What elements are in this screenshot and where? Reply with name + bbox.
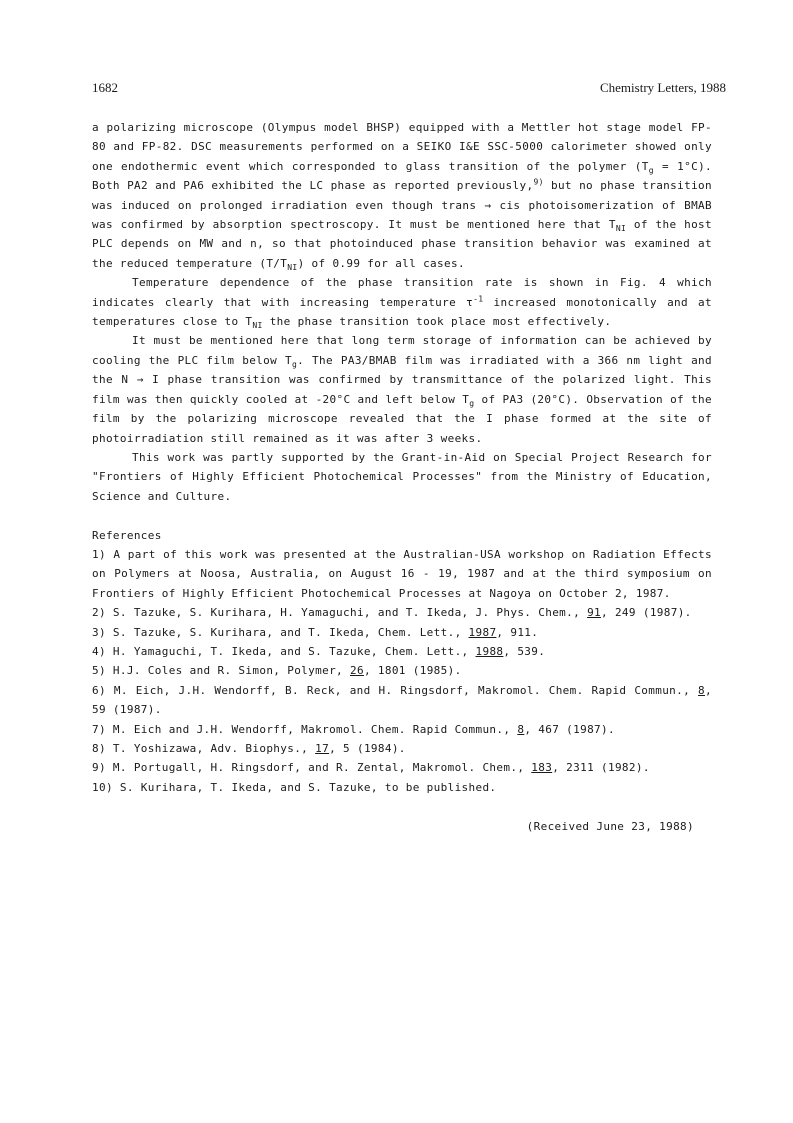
subscript: g	[469, 398, 475, 408]
text-run: the phase transition took place most effectively.	[262, 315, 612, 329]
reference-10: 10) S. Kurihara, T. Ikeda, and S. Tazuke, to be published.	[92, 780, 497, 794]
citation-superscript: 9)	[533, 177, 544, 187]
received-date: (Received June 23, 1988)	[526, 819, 694, 833]
subscript: NI	[287, 263, 298, 273]
reference-5: 5) H.J. Coles and R. Simon, Polymer, 26, 1801 (1985).	[92, 664, 462, 678]
text-run: It must be mentioned here that long term storage of information can be achieved by cooling the PLC film below T	[92, 334, 712, 367]
reference-6: 6) M. Eich, J.H. Wendorff, B. Reck, and H. Ringsdorf, Makromol. Chem. Rapid Commun., 8, 59 (1987).	[92, 683, 712, 717]
paragraph-1	[92, 118, 712, 273]
paragraph-acknowledgment: This work was partly supported by the Grant-in-Aid on Special Project Research for "Frontiers of Highly Efficient Photochemical Processes" from the Ministry of Education, Science and Culture.	[92, 450, 712, 503]
subscript: NI	[615, 224, 627, 234]
text-run: increased monotonically and at temperatures close to T	[92, 295, 713, 329]
reference-8: 8) T. Yoshizawa, Adv. Biophys., 17, 5 (1984).	[92, 741, 406, 755]
text-run: of the host PLC depends on MW and n, so that photoinduced phase transition behavior was examined at the reduced temperature (T/T	[92, 218, 713, 270]
text-run: of PA3 (20°C). Observation of the film by the polarizing microscope revealed that the I phase formed at the site of photoirradiation still remained as it was after 3 weeks.	[92, 392, 712, 445]
text-run: Temperature dependence of the phase transition rate is shown in Fig. 4 which indicates clearly that with increasing temperature τ	[92, 276, 712, 309]
page-header	[92, 80, 726, 98]
text-run: a polarizing microscope (Olympus model BHSP) equipped with a Mettler hot stage model FP-80 and FP-82. DSC measurements performed on a SEIKO I&E SSC-5000 calorimeter showed only one endothermic event which corresponded to glass transition of the polymer (T	[92, 121, 712, 173]
page-number: 1682	[92, 80, 118, 95]
text-run: but no phase transition was induced on prolonged irradiation even though trans → cis photoisomerization of BMAB was confirmed by absorption spectroscopy. It must be mentioned here that T	[92, 179, 712, 232]
text-run: ) of 0.99 for all cases.	[297, 256, 465, 270]
article-body	[92, 118, 712, 836]
subscript: g	[291, 360, 298, 370]
reference-2: 2) S. Tazuke, S. Kurihara, H. Yamaguchi, and T. Ikeda, J. Phys. Chem., 91, 249 (1987).	[92, 606, 692, 620]
text-run: = 1°C). Both PA2 and PA6 exhibited the LC phase as reported previously,	[92, 159, 713, 193]
subscript: g	[648, 166, 654, 175]
subscript: NI	[252, 321, 263, 331]
text-run: . The PA3/BMAB film was irradiated with a 366 nm light and the N → I phase transition was confirmed by transmittance of the polarized light. This film was then quickly cooled at -20°C and left below T	[92, 353, 712, 406]
superscript: -1	[473, 294, 484, 303]
reference-9: 9) M. Portugall, H. Ringsdorf, and R. Zental, Makromol. Chem., 183, 2311 (1982).	[92, 761, 650, 775]
journal-name: Chemistry Letters, 1988	[599, 80, 726, 95]
reference-7: 7) M. Eich and J.H. Wendorff, Makromol. Chem. Rapid Commun., 8, 467 (1987).	[92, 722, 615, 736]
reference-3: 3) S. Tazuke, S. Kurihara, and T. Ikeda, Chem. Lett., 1987, 911.	[92, 625, 539, 639]
reference-4: 4) H. Yamaguchi, T. Ikeda, and S. Tazuke, Chem. Lett., 1988, 539.	[92, 644, 546, 658]
paragraph-2	[92, 273, 712, 331]
reference-1: 1) A part of this work was presented at the Australian-USA workshop on Radiation Effects on Polymers at Noosa, Australia, on August 16 - 19, 1987 and at the third symposium on Frontiers of Highly Efficient Photochemical Processes at Nagoya on October 2, 1987.	[92, 547, 712, 600]
references-heading: References	[92, 528, 162, 542]
paragraph-3	[92, 331, 712, 447]
